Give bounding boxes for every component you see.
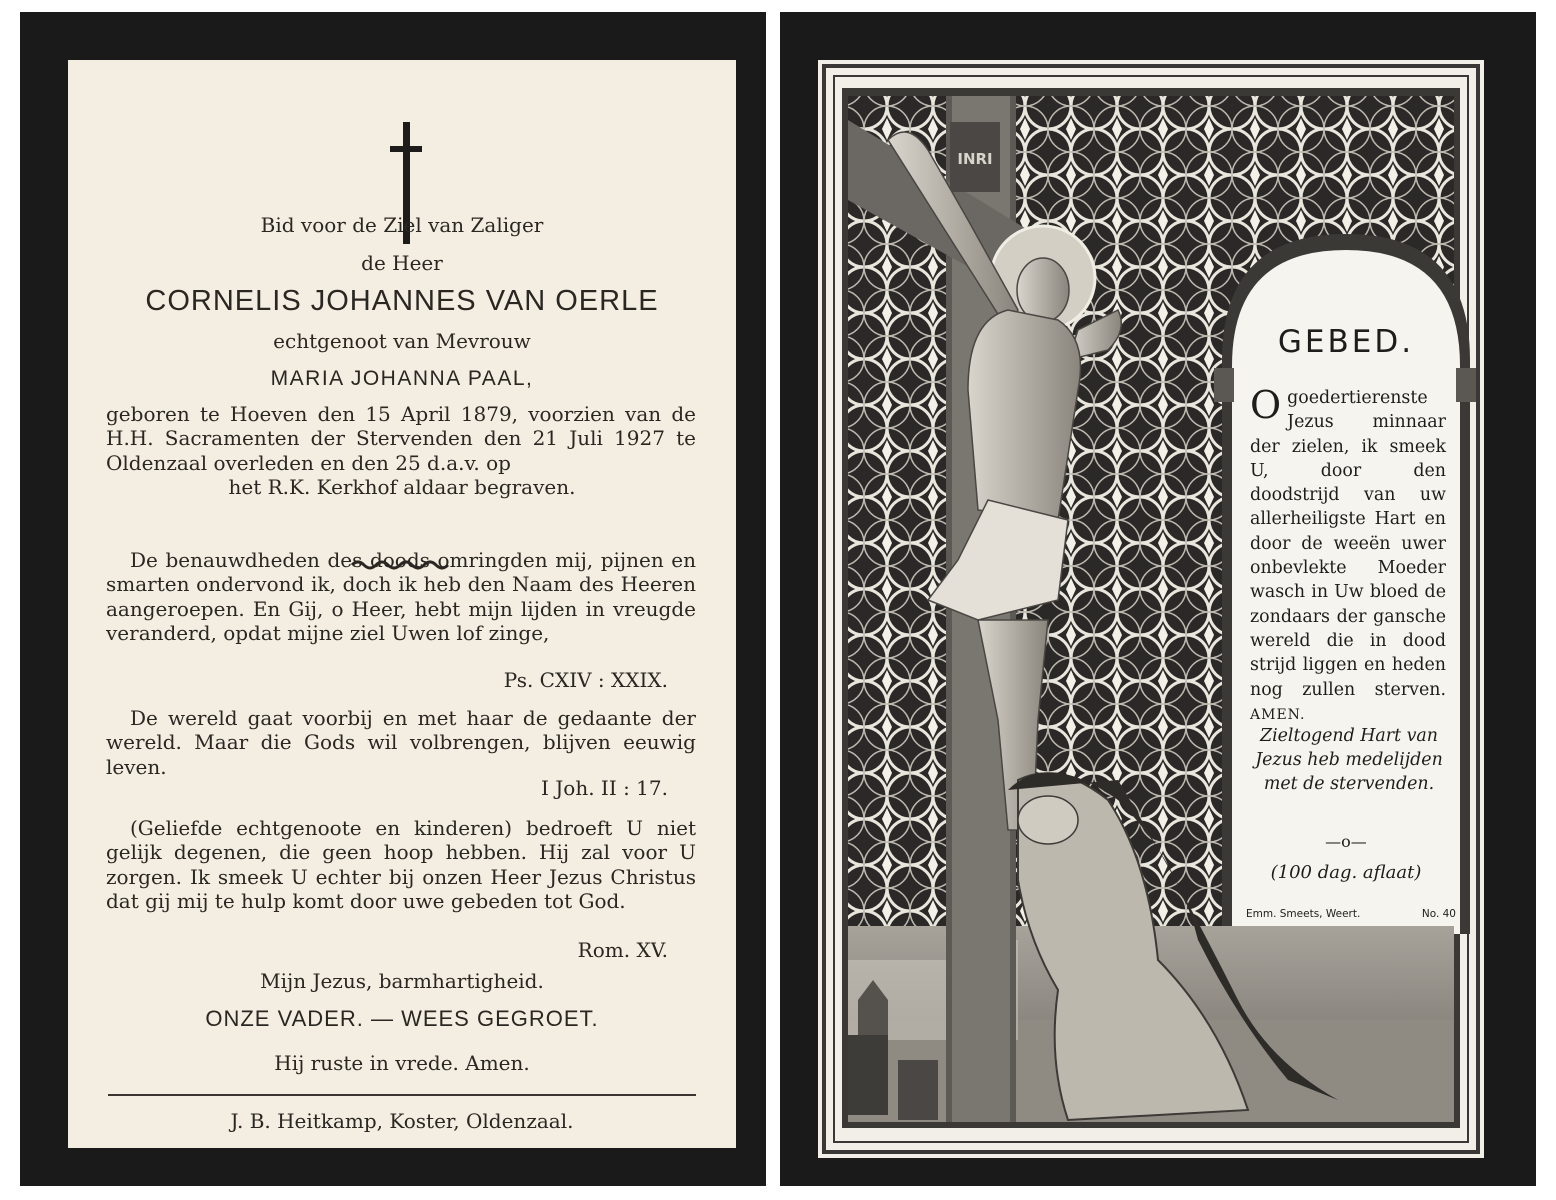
left-card-border: [20, 12, 766, 1186]
header-line-1: Bid voor de Ziel van Zaliger: [260, 213, 544, 237]
divider-rule: [108, 1094, 696, 1096]
prayer-panel: [1232, 314, 1460, 940]
prayer-body: [1250, 383, 1446, 727]
biography: geboren te Hoeven den 15 April 1879, voorzien van de H.H. Sacramenten der Stervenden den 21 Juli 1927 te Oldenzaal overleden en den 25 d.a.v. op: [106, 402, 696, 475]
verse-3: (Geliefde echtgenoote en kinderen) bedroeft U niet gelijk degenen, die geen hoop hebben. Hij zal voor U zorgen. Ik smeek U echter bij onzen Heer Jezus Christus dat gij mij te hulp komt door uwe gebeden tot God.: [106, 816, 696, 913]
prayer-title: GEBED.: [1277, 324, 1415, 360]
deceased-name: CORNELIS JOHANNES VAN OERLE: [145, 285, 659, 317]
drop-cap: O: [1250, 383, 1282, 427]
verse-1: De benauwdheden des doods omringden mij, pijnen en smarten ondervond ik, doch ik heb den Naam des Heeren aangeroepen. En Gij, o Heer, hebt mijn lijden in vreugde veranderd, opdat mijne ziel Uwen lof zinge,: [106, 548, 696, 645]
memorial-card-text-side: [68, 60, 736, 1148]
spouse-line: echtgenoot van Mevrouw: [273, 329, 531, 353]
biography-last-line: het R.K. Kerkhof aldaar begraven.: [228, 475, 576, 499]
prayers: ONZE VADER. — WEES GEGROET.: [205, 1006, 599, 1031]
right-card-border: [780, 12, 1536, 1186]
invocation-italic: Zieltogend Hart van Jezus heb medelijden met de stervenden.: [1255, 726, 1443, 794]
printer-name: Emm. Smeets, Weert.: [1246, 908, 1361, 920]
text-divider: —o—: [1325, 832, 1367, 851]
invocation: Mijn Jezus, barmhartigheid.: [260, 969, 544, 993]
closing-line: Hij ruste in vrede. Amen.: [274, 1051, 530, 1075]
printer-credit: J. B. Heitkamp, Koster, Oldenzaal.: [230, 1109, 574, 1133]
indulgence-note: (100 dag. aflaat): [1270, 862, 1422, 883]
inri-plaque: INRI: [957, 150, 993, 168]
verse-2-reference: I Joh. II : 17.: [541, 776, 668, 800]
verse-1-reference: Ps. CXIV : XXIX.: [503, 668, 668, 692]
memorial-card-image-side: [818, 60, 1484, 1158]
header-line-2: de Heer: [361, 251, 443, 275]
verse-2: De wereld gaat voorbij en met haar de gedaante der wereld. Maar die Gods wil volbrengen, blijven eeuwig leven.: [106, 706, 696, 779]
verse-3-reference: Rom. XV.: [577, 938, 668, 962]
spouse-name: MARIA JOHANNA PAAL,: [270, 367, 534, 390]
prayer-text: goedertierenste Jezus minnaar der zielen, ik smeek U, door den doodstrijd van uw allerheiligste Hart en door de weeën uwer onbevlekte Moeder wasch in Uw bloed de zondaars der gansche wereld die in dood strijd liggen en heden nog zullen sterven.: [1250, 388, 1446, 700]
printer-line: [1246, 908, 1456, 920]
plate-number: No. 40: [1421, 908, 1456, 920]
amen: AMEN.: [1250, 706, 1306, 723]
